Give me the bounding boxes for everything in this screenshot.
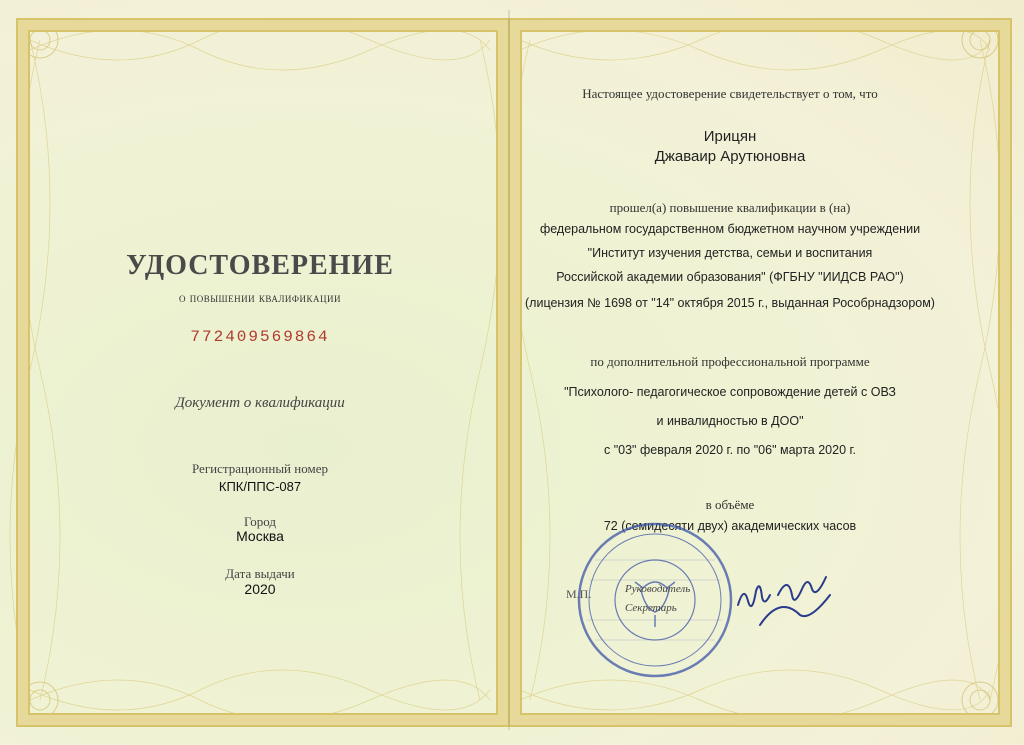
registration-number-value: КПК/ППС-087 <box>218 479 302 494</box>
certifies-intro: Настоящее удостоверение свидетельствует о том, что <box>582 86 878 101</box>
city-value: Москва <box>236 528 284 544</box>
training-period: с "03" февраля 2020 г. по "06" марта 2020 г. <box>603 443 856 457</box>
license-line: (лицензия № 1698 от "14" октября 2015 г., выданная Рособрнадзором) <box>525 296 935 310</box>
registration-number-label: Регистрационный номер <box>192 461 328 476</box>
seal-place-label: М.П. <box>566 587 592 601</box>
holder-surname: Ирицян <box>703 128 757 145</box>
issue-date-label: Дата выдачи <box>225 566 295 581</box>
document-subtitle: о повышении квалификации <box>178 290 342 305</box>
issue-date-value: 2020 <box>244 581 276 597</box>
institution-line: Российской академии образования" (ФГБНУ "ИИДСВ РАО") <box>556 270 904 284</box>
document-title: УДОСТОВЕРЕНИЕ <box>126 250 394 281</box>
institution-line: "Институт изучения детства, семьи и воспитания <box>587 246 873 260</box>
volume-label: в объёме <box>705 497 755 512</box>
serial-number: 772409569864 <box>190 328 330 346</box>
document-kind: Документ о квалификации <box>175 395 345 411</box>
signature <box>730 565 840 635</box>
city-label: Город <box>243 514 277 529</box>
secretary-signature-label: Секретарь <box>625 602 677 614</box>
institution-line: федеральном государственном бюджетном научном учреждении <box>539 222 921 236</box>
program-title-line: и инвалидностью в ДОО" <box>656 414 804 428</box>
left-page-border <box>18 20 508 725</box>
holder-name: Джаваир Арутюновна <box>654 148 806 165</box>
volume-hours: 72 (семидесяти двух) академических часов <box>603 519 857 533</box>
program-intro: по дополнительной профессиональной программе <box>590 354 870 369</box>
passed-training-text: прошел(а) повышение квалификации в (на) <box>609 200 851 215</box>
program-title-line: "Психолого- педагогическое сопровождение детей с ОВЗ <box>564 385 896 399</box>
fold-line <box>508 10 510 730</box>
head-signature-label: Руководитель <box>625 583 691 595</box>
official-seal <box>575 520 735 680</box>
